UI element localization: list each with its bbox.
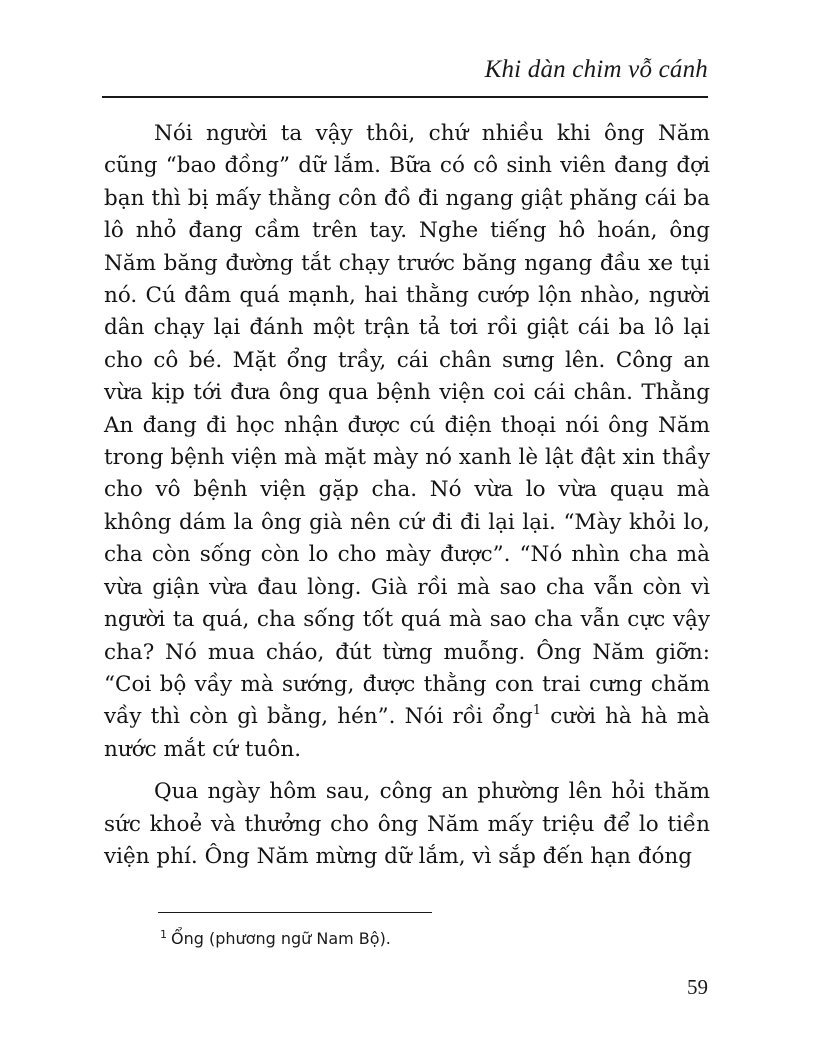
running-title: Khi dàn chim vỗ cánh (484, 56, 708, 83)
page-number: 59 (687, 975, 708, 999)
footnote-reference: 1 (532, 703, 542, 719)
body-text (104, 118, 710, 873)
paragraph-1-text-before-marker: Nói người ta vậy thôi, chứ nhiều khi ông Năm cũng “bao đồng” dữ lắm. Bữa có cô sinh viên đang đợi bạn thì bị mấy thằng côn đồ đi ngang giật phăng cái ba lô nhỏ đang cầm trên tay. Nghe tiếng hô hoán, ông Năm băng đường tắt chạy trước băng ngang đầu xe tụi nó. Cú đâm quá mạnh, hai thằng cướp lộn nhào, người dân chạy lại đánh một trận tả tơi rồi giật cái ba lô lại cho cô bé. Mặt ổng trầy, cái chân sưng lên. Công an vừa kịp tới đưa ông qua bệnh viện coi cái chân. Thằng An đang đi học nhận được cú điện thoại nói ông Năm trong bệnh viện mà mặt mày nó xanh lè lật đật xin thầy cho vô bệnh viện gặp cha. Nó vừa lo vừa quạu mà không dám la ông già nên cứ đi đi lại lại. “Mày khỏi lo, cha còn sống còn lo cho mày được”. “Nó nhìn cha mà vừa giận vừa đau lòng. Già rồi mà sao cha vẫn còn vì người ta quá, cha sống tốt quá mà sao cha vẫn cực vậy cha? Nó mua cháo, đút từng muỗng. Ông Năm giỡn: “Coi bộ vầy mà sướng, được thằng con trai cưng chăm vầy thì còn gì bằng, hén”. Nói rồi ổng (104, 121, 710, 730)
footnote-marker: 1 (160, 928, 167, 941)
paragraph-1 (104, 118, 710, 766)
paragraph-2: Qua ngày hôm sau, công an phường lên hỏi thăm sức khoẻ và thưởng cho ông Năm mấy triệu để lo tiền viện phí. Ông Năm mừng dữ lắm, vì sắp đến hạn đóng (104, 779, 710, 869)
paragraph-1-text-after-marker: cười hà hà mà nước mắt cứ tuôn. (104, 704, 710, 762)
footnote (160, 929, 391, 948)
header-rule (102, 96, 708, 98)
footnote-text: Ổng (phương ngữ Nam Bộ). (171, 929, 391, 948)
footnote-rule (158, 912, 432, 913)
